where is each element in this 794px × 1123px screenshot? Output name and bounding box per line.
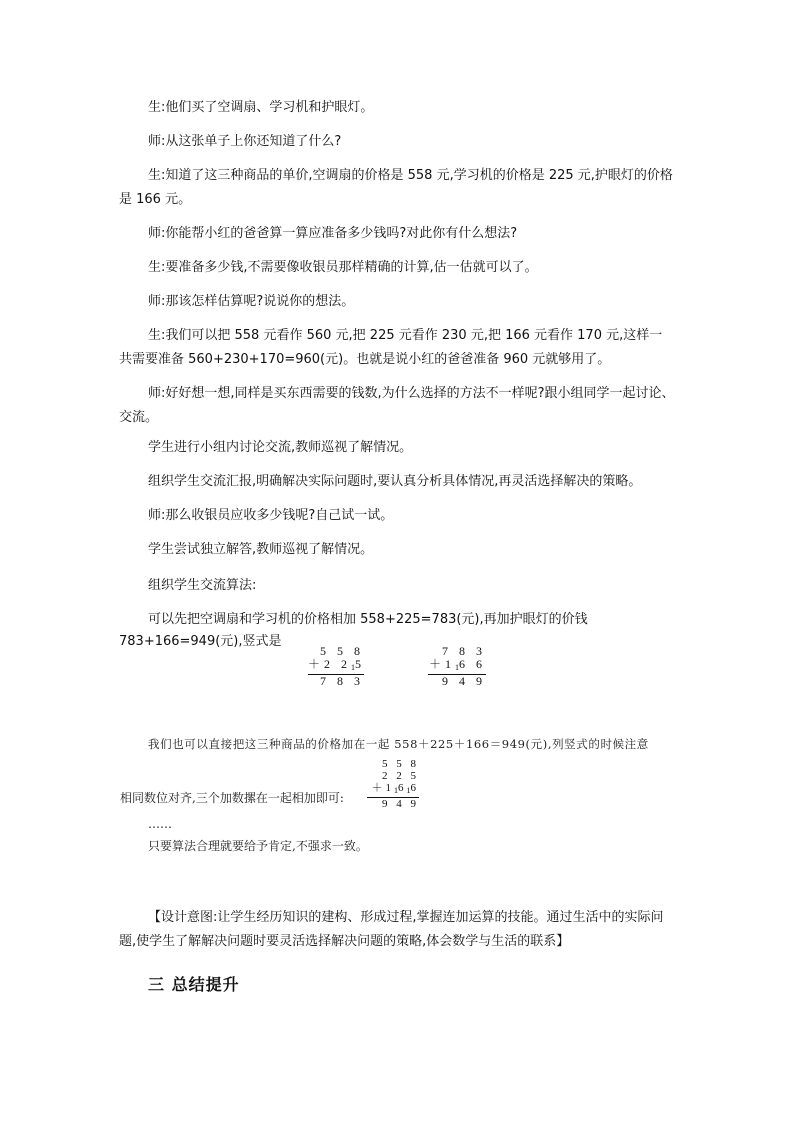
addend-b-first-digit: 1 — [445, 657, 455, 671]
addend-c-first-digit: 1 — [385, 782, 394, 794]
addend-c-second-digit: 6 — [398, 782, 407, 794]
scan-line-align: 相同数位对齐,三个加数摞在一起相加即可: — [120, 791, 344, 805]
paragraph-prices: 生:知道了这三种商品的单价,空调扇的价格是 558 元,学习机的价格是 225 元,护眼灯的价格是 166 元。 — [119, 168, 673, 207]
sum-result: 7 8 3 — [320, 674, 364, 688]
addend-b — [308, 658, 364, 675]
paragraph-teacher-ask-estimate: 师:你能帮小红的爸爸算一算应准备多少钱吗?对此你有什么想法? — [148, 226, 518, 241]
plus-sign: ＋ — [428, 657, 445, 671]
paragraph-discussion: 师:好好想一想,同样是买东西需要的钱数,为什么选择的方法不一样呢?跟小组同学一起讨论、交流。 — [119, 386, 675, 425]
addend-c-last-digit: 6 — [410, 782, 419, 794]
paragraph-algorithm: 组织学生交流算法: — [148, 578, 257, 593]
design-intent-note: 【设计意图:让学生经历知识的建构、形成过程,掌握连加运算的技能。通过生活中的实际问题,使学生了解解决问题时要灵活选择解决问题的策略,体会数学与生活的联系】 — [119, 910, 664, 949]
addend-b: 2 2 5 — [382, 770, 419, 782]
addend-b-digits: 2 2 — [324, 657, 352, 671]
carry-mark: 1 — [351, 663, 356, 672]
paragraph-teacher-question: 师:从这张单子上你还知道了什么? — [148, 134, 342, 149]
carry-mark-1: 1 — [394, 786, 398, 795]
addend-a: 7 8 3 — [442, 644, 486, 658]
vertical-addition-2 — [428, 645, 486, 688]
paragraph-student-items: 生:他们买了空调扇、学习机和护眼灯。 — [148, 100, 374, 115]
addend-b-last-digit: 5 — [355, 657, 366, 671]
paragraph-method-step2: 783+166=949(元),竖式是 — [119, 634, 282, 649]
addend-b-digits: 6 6 — [459, 657, 486, 671]
paragraph-cashier: 师:那么收银员应收多少钱呢?自己试一试。 — [148, 508, 394, 523]
paragraph-group-discussion: 学生进行小组内讨论交流,教师巡视了解情况。 — [148, 440, 413, 455]
vertical-addition-3 — [367, 758, 419, 810]
section-heading: 三 总结提升 — [148, 975, 240, 994]
paragraph-report: 组织学生交流汇报,明确解决实际问题时,要认真分析具体情况,再灵活选择解决的策略。 — [148, 474, 642, 489]
addend-c — [367, 782, 419, 798]
plus-sign: ＋ — [308, 657, 325, 671]
carry-mark-2: 1 — [406, 786, 411, 795]
addend-b — [428, 658, 486, 675]
addend-a: 5 5 8 — [320, 644, 364, 658]
addend-a: 5 5 8 — [382, 758, 419, 770]
paragraph-estimate-idea: 生:要准备多少钱,不需要像收银员那样精确的计算,估一估就可以了。 — [148, 260, 538, 275]
ellipsis: …… — [148, 817, 172, 831]
sum-result: 9 4 9 — [442, 674, 486, 688]
scan-line-direct-add: 我们也可以直接把这三种商品的价格加在一起 558＋225＋166＝949(元),列竖式的时候注意 — [148, 737, 649, 751]
paragraph-independent: 学生尝试独立解答,教师巡视了解情况。 — [148, 542, 374, 557]
paragraph-estimate-method: 生:我们可以把 558 元看作 560 元,把 225 元看作 230 元,把 166 元看作 170 元,这样一共需要准备 560+230+170=960(元)。也就是说小红的爸爸准备 960 元就够用了。 — [119, 328, 663, 367]
plus-sign: ＋ — [371, 782, 386, 794]
paragraph-how-estimate: 师:那该怎样估算呢?说说你的想法。 — [148, 294, 355, 309]
sum-result: 9 4 9 — [382, 798, 419, 810]
carry-mark: 1 — [455, 663, 459, 672]
scan-line-affirm: 只要算法合理就要给予肯定,不强求一致。 — [148, 839, 368, 853]
vertical-addition-1 — [308, 645, 364, 688]
paragraph-method-step1: 可以先把空调扇和学习机的价格相加 558+225=783(元),再加护眼灯的价钱 — [148, 612, 588, 627]
